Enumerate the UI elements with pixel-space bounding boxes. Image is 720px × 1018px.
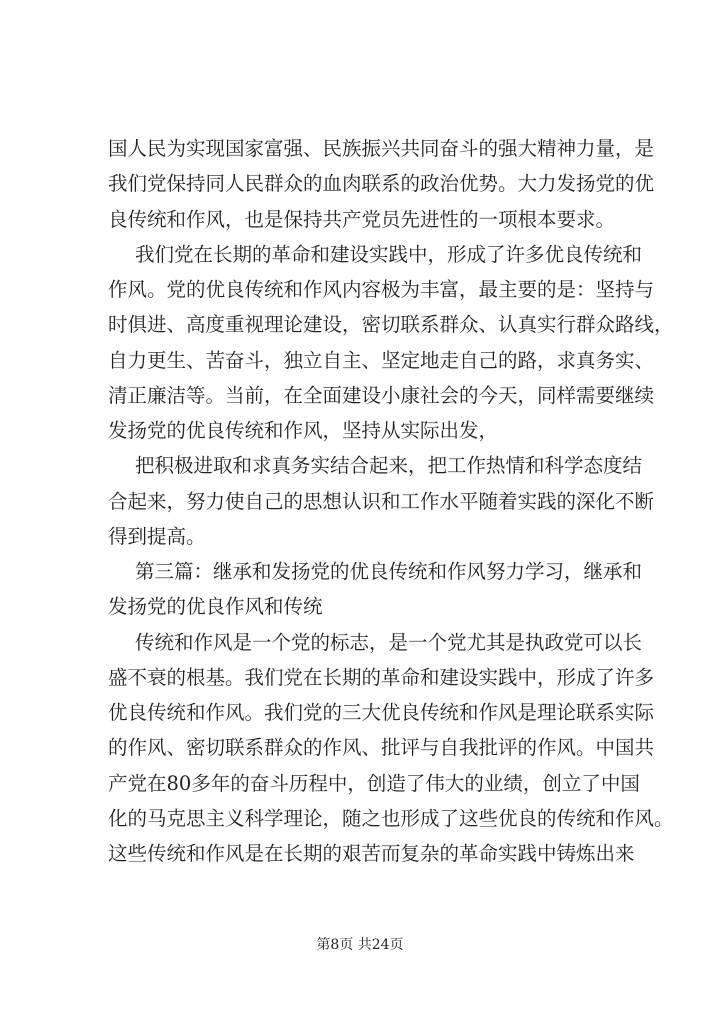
text-line: 良传统和作风，也是保持共产党员先进性的一项根本要求。	[108, 207, 616, 231]
text-line: 国人民为实现国家富强、民族振兴共同奋斗的强大精神力量，是	[108, 137, 655, 160]
text-line: 清正廉洁等。当前，在全面建设小康社会的今天，同样需要继续	[108, 383, 655, 407]
text-line: 这些传统和作风是在长期的艰苦而复杂的革命实践中铸炼出来	[108, 842, 635, 865]
text-line: 合起来，努力使自己的思想认识和工作水平随着实践的深化不断	[108, 489, 655, 513]
text-line: 发扬党的优良传统和作风，坚持从实际出发，	[108, 419, 499, 442]
text-line: 盛不衰的根基。我们党在长期的革命和建设实践中，形成了许多	[108, 665, 655, 689]
text-line: 化的马克思主义科学理论，随之也形成了这些优良的传统和作风。	[108, 806, 674, 830]
text-line: 作风。党的优良传统和作风内容极为丰富，最主要的是：坚持与	[108, 278, 655, 301]
document-body	[108, 131, 674, 871]
text-line: 自力更生、苦奋斗，独立自主、坚定地走自己的路，求真务实、	[108, 348, 655, 372]
paragraph-start-line: 把积极进取和求真务实结合起来，把工作热情和科学态度结	[135, 454, 643, 478]
section-heading-line: 发扬党的优良作风和传统	[108, 595, 323, 619]
text-line: 产党在80多年的奋斗历程中，创造了伟大的业绩，创立了中国	[108, 771, 640, 795]
text-line: 时俱进、高度重视理论建设，密切联系群众、认真实行群众路线，	[108, 313, 674, 337]
text-line: 优良传统和作风。我们党的三大优良传统和作风是理论联系实际	[108, 701, 655, 724]
page-number-footer: 第8页 共24页	[316, 937, 404, 953]
paragraph-start-line: 我们党在长期的革命和建设实践中，形成了许多优良传统和	[135, 242, 643, 266]
text-line: 得到提高。	[108, 524, 206, 548]
text-line: 我们党保持同人民群众的血肉联系的政治优势。大力发扬党的优	[108, 172, 655, 196]
section-heading-line: 第三篇：继承和发扬党的优良传统和作风努力学习，继承和	[135, 560, 643, 583]
text-line: 的作风、密切联系群众的作风、批评与自我批评的作风。中国共	[108, 736, 655, 760]
paragraph-start-line: 传统和作风是一个党的标志，是一个党尤其是执政党可以长	[135, 630, 643, 654]
